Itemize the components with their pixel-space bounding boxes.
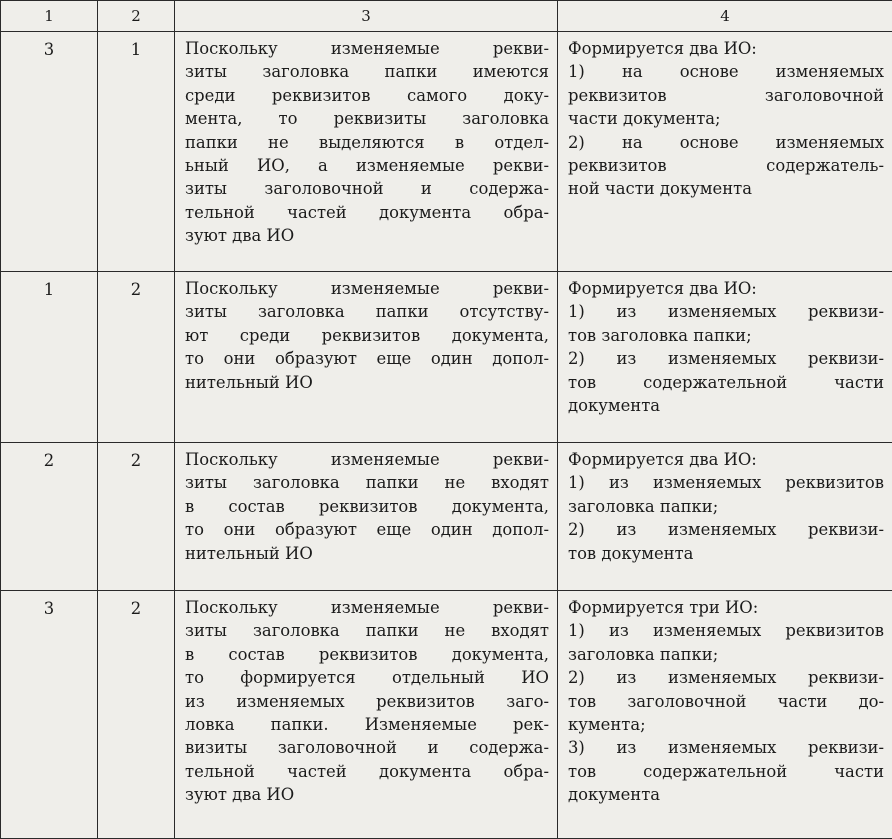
text-line: ют среди реквизитов документа, [185,324,549,347]
text-line: тов заголовка папки; [568,324,884,347]
text-line: ловка папки. Изменяемые рек- [185,713,549,736]
table-row [1,32,892,272]
row-description [175,443,558,591]
text-line: зуют два ИО [185,783,549,806]
text-line: 3) из изменяемых реквизи- [568,736,884,759]
text-line: зиты заголовка папки имеются [185,60,549,83]
table-row [1,272,892,443]
text-line: зиты заголовка папки отсутству- [185,300,549,323]
text-line: документа [568,394,884,417]
table-row [1,591,892,839]
text-line: 2) на основе изменяемых [568,131,884,154]
text-line: кумента; [568,713,884,736]
row-col2: 1 [98,32,175,272]
text-line: визиты заголовочной и содержа- [185,736,549,759]
text-line: в состав реквизитов документа, [185,643,549,666]
text-line: заголовка папки; [568,495,884,518]
row-col2: 2 [98,591,175,839]
text-line: нительный ИО [185,371,549,394]
header-cell-4: 4 [558,1,892,32]
text-line: 1) из изменяемых реквизитов [568,471,884,494]
row-col2: 2 [98,272,175,443]
text-line: 1) из изменяемых реквизитов [568,619,884,642]
text-line: документа [568,783,884,806]
text-line: Поскольку изменяемые рекви- [185,596,549,619]
text-line: Поскольку изменяемые рекви- [185,277,549,300]
row-col2: 2 [98,443,175,591]
text-line: зиты заголовка папки не входят [185,619,549,642]
text-line: то формируется отдельный ИО [185,666,549,689]
text-line: реквизитов заголовочной [568,84,884,107]
text-line: части документа; [568,107,884,130]
row-result [558,591,892,839]
row-result [558,443,892,591]
header-cell-1: 1 [1,1,98,32]
text-line: ной части документа [568,177,884,200]
text-line: из изменяемых реквизитов заго- [185,690,549,713]
text-line: нительный ИО [185,542,549,565]
text-line: зуют два ИО [185,224,549,247]
text-line: тов заголовочной части до- [568,690,884,713]
text-line: зиты заголовочной и содержа- [185,177,549,200]
text-line: заголовка папки; [568,643,884,666]
text-line: Формируется два ИО: [568,277,884,300]
text-line: 1) из изменяемых реквизи- [568,300,884,323]
text-line: мента, то реквизиты заголовка [185,107,549,130]
text-line: Поскольку изменяемые рекви- [185,37,549,60]
row-description [175,272,558,443]
text-line: Формируется два ИО: [568,448,884,471]
header-cell-3: 3 [175,1,558,32]
row-result [558,32,892,272]
text-line: Формируется три ИО: [568,596,884,619]
text-line: тельной частей документа обра- [185,760,549,783]
row-description [175,32,558,272]
text-line: то они образуют еще один допол- [185,518,549,541]
row-col1: 2 [1,443,98,591]
text-line: тельной частей документа обра- [185,201,549,224]
text-line: Формируется два ИО: [568,37,884,60]
header-cell-2: 2 [98,1,175,32]
text-line: 1) на основе изменяемых [568,60,884,83]
text-line: папки не выделяются в отдел- [185,131,549,154]
row-col1: 3 [1,591,98,839]
row-col1: 3 [1,32,98,272]
table-row [1,443,892,591]
text-line: то они образуют еще один допол- [185,347,549,370]
text-line: 2) из изменяемых реквизи- [568,666,884,689]
text-line: зиты заголовка папки не входят [185,471,549,494]
text-line: 2) из изменяемых реквизи- [568,518,884,541]
text-line: в состав реквизитов документа, [185,495,549,518]
text-line: тов содержательной части [568,760,884,783]
row-description [175,591,558,839]
text-line: Поскольку изменяемые рекви- [185,448,549,471]
row-result [558,272,892,443]
text-line: тов содержательной части [568,371,884,394]
text-line: среди реквизитов самого доку- [185,84,549,107]
row-col1: 1 [1,272,98,443]
text-line: 2) из изменяемых реквизи- [568,347,884,370]
text-line: тов документа [568,542,884,565]
text-line: реквизитов содержатель- [568,154,884,177]
text-line: ьный ИО, а изменяемые рекви- [185,154,549,177]
header-row [1,1,892,32]
